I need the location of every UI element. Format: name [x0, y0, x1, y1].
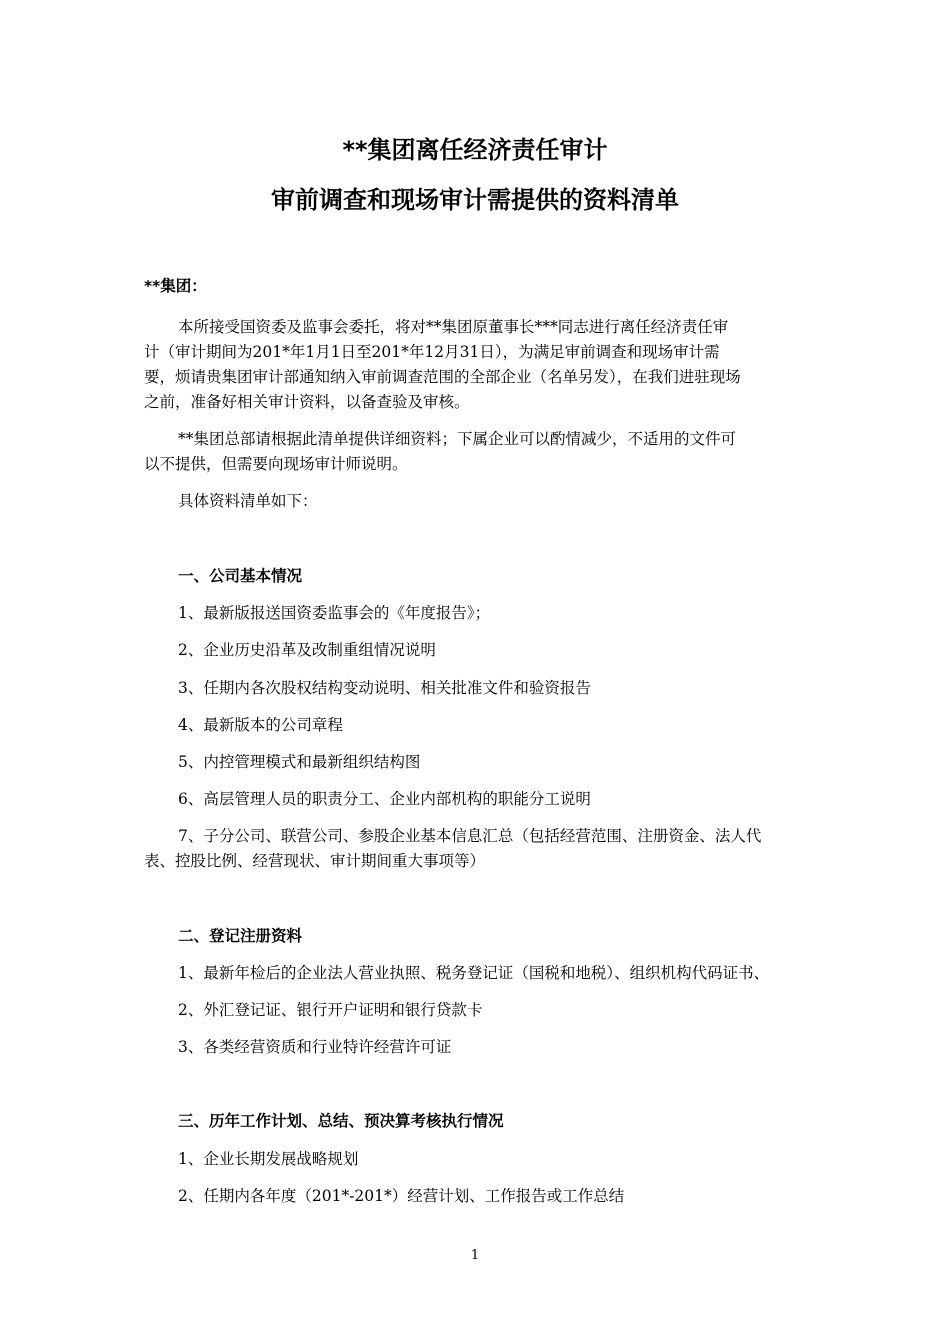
- section-2-item-1: 1、最新年检后的企业法人营业执照、税务登记证（国税和地税）、组织机构代码证书、: [178, 964, 770, 982]
- section-2-heading: 二、登记注册资料: [178, 927, 303, 945]
- section-3-item-2: 2、任期内各年度（201*-201*）经营计划、工作报告或工作总结: [178, 1187, 625, 1205]
- intro-paragraph-1-line-1: 本所接受国资委及监事会委托，将对**集团原董事长***同志进行离任经济责任审: [178, 318, 729, 336]
- section-1-heading: 一、公司基本情况: [178, 567, 303, 585]
- document-title-line1: **集团离任经济责任审计: [342, 136, 608, 164]
- section-1-item-7-line-1: 7、子分公司、联营公司、参股企业基本信息汇总（包括经营范围、注册资金、法人代: [178, 827, 762, 845]
- section-3-heading: 三、历年工作计划、总结、预决算考核执行情况: [178, 1112, 504, 1130]
- intro-paragraph-1-line-2: 计（审计期间为201*年1月1日至201*年12月31日），为满足审前调查和现场审计需: [144, 343, 720, 361]
- intro-paragraph-3: 具体资料清单如下：: [178, 492, 318, 510]
- intro-paragraph-2-line-1: **集团总部请根据此清单提供详细资料；下属企业可以酌情减少，不适用的文件可: [178, 430, 737, 448]
- section-1-item-6: 6、高层管理人员的职责分工、企业内部机构的职能分工说明: [178, 790, 591, 808]
- section-1-item-3: 3、任期内各次股权结构变动说明、相关批准文件和验资报告: [178, 679, 591, 697]
- page-number: 1: [470, 1248, 480, 1263]
- intro-paragraph-2-line-2: 以不提供，但需要向现场审计师说明。: [144, 455, 408, 473]
- intro-paragraph-1-line-3: 要，烦请贵集团审计部通知纳入审前调查范围的全部企业（名单另发），在我们进驻现场: [144, 368, 741, 386]
- section-2-item-3: 3、各类经营资质和行业特许经营许可证: [178, 1038, 452, 1056]
- salutation: **集团：: [144, 277, 207, 295]
- intro-paragraph-1-line-4: 之前，准备好相关审计资料，以备查验及审核。: [144, 393, 470, 411]
- section-1-item-4: 4、最新版本的公司章程: [178, 716, 343, 734]
- section-2-item-2: 2、外汇登记证、银行开户证明和银行贷款卡: [178, 1001, 483, 1019]
- section-1-item-5: 5、内控管理模式和最新组织结构图: [178, 753, 421, 771]
- section-3-item-1: 1、企业长期发展战略规划: [178, 1150, 359, 1168]
- section-1-item-7-line-2: 表、控股比例、经营现状、审计期间重大事项等）: [144, 852, 486, 870]
- section-1-item-2: 2、企业历史沿革及改制重组情况说明: [178, 641, 436, 659]
- section-1-item-1: 1、最新版报送国资委监事会的《年度报告》；: [178, 604, 491, 622]
- document-title-line2: 审前调查和现场审计需提供的资料清单: [271, 186, 679, 214]
